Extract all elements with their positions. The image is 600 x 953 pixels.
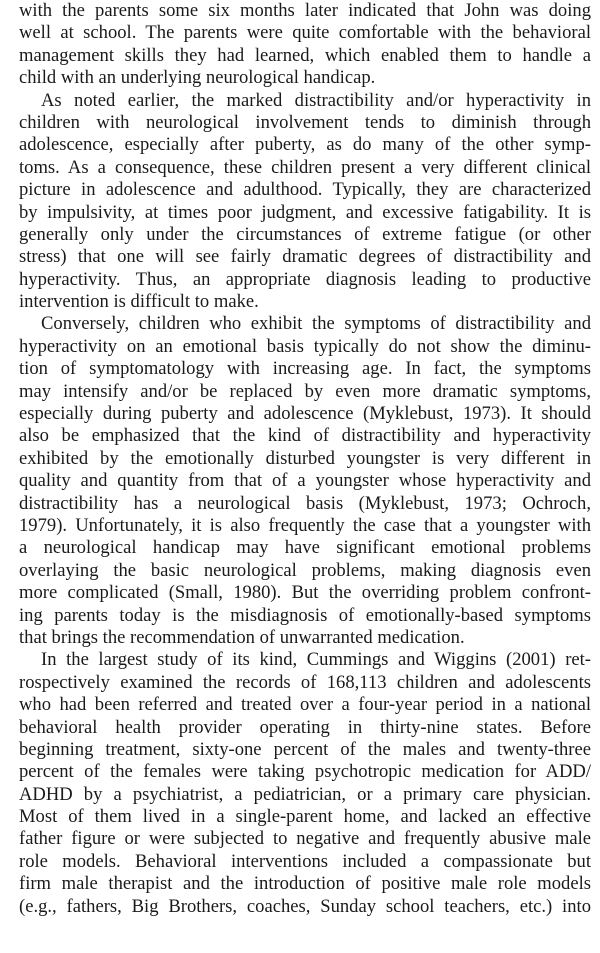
text-line: picture in adolescence and adulthood. Typically, they are characterized xyxy=(19,179,591,201)
text-line: Conversely, children who exhibit the symptoms of distractibility and xyxy=(41,313,591,335)
text-line: behavioral health provider operating in thirty-nine states. Before xyxy=(19,716,591,738)
text-line: distractibility has a neurological basis (Myklebust, 1973; Ochroch, xyxy=(19,492,591,514)
text-line: child with an underlying neurological handicap. xyxy=(19,67,376,89)
paragraph-4 xyxy=(19,649,591,918)
text-line: firm male therapist and the introduction of positive male role models xyxy=(19,873,591,895)
text-line: hyperactivity on an emotional basis typically do not show the diminu- xyxy=(19,335,591,357)
text-line: stress) that one will see fairly dramatic degrees of distractibility and xyxy=(19,246,591,268)
text-line: well at school. The parents were quite comfortable with the behavioral xyxy=(19,22,591,44)
text-line: (e.g., fathers, Big Brothers, coaches, Sunday school teachers, etc.) into xyxy=(19,895,591,917)
text-line: 1979). Unfortunately, it is also frequently the case that a youngster with xyxy=(19,514,591,536)
text-line: children with neurological involvement tends to diminish through xyxy=(19,111,591,133)
text-line: intervention is difficult to make. xyxy=(19,291,259,313)
text-line: father figure or were subjected to negative and frequently abusive male xyxy=(19,828,591,850)
text-line: also be emphasized that the kind of distractibility and hyperactivity xyxy=(19,425,591,447)
text-line: hyperactivity. Thus, an appropriate diagnosis leading to productive xyxy=(19,268,591,290)
text-line: rospectively examined the records of 168,113 children and adolescents xyxy=(19,671,591,693)
paragraph-3 xyxy=(19,313,591,649)
paragraph-1 xyxy=(19,0,591,90)
text-line: beginning treatment, sixty-one percent of the males and twenty-three xyxy=(19,738,591,760)
text-line: percent of the females were taking psychotropic medication for ADD/ xyxy=(19,761,591,783)
text-line: Most of them lived in a single-parent home, and lacked an effective xyxy=(19,806,591,828)
text-line: quality and quantity from that of a youngster whose hyperactivity and xyxy=(19,470,591,492)
text-line: may intensify and/or be replaced by even more dramatic symptoms, xyxy=(19,380,591,402)
text-line: ing parents today is the misdiagnosis of emotionally-based symptoms xyxy=(19,604,591,626)
text-line: role models. Behavioral interventions included a compassionate but xyxy=(19,850,591,872)
text-line: more complicated (Small, 1980). But the overriding problem confront- xyxy=(19,582,591,604)
text-line: a neurological handicap may have significant emotional problems xyxy=(19,537,591,559)
text-line: toms. As a consequence, these children present a very different clinical xyxy=(19,156,591,178)
text-line: overlaying the basic neurological problems, making diagnosis even xyxy=(19,559,591,581)
document-page xyxy=(19,0,591,918)
paragraph-2 xyxy=(19,90,591,314)
text-line: exhibited by the emotionally disturbed youngster is very different in xyxy=(19,447,591,469)
text-line: As noted earlier, the marked distractibility and/or hyperactivity in xyxy=(41,89,591,111)
text-line: with the parents some six months later indicated that John was doing xyxy=(19,0,591,21)
text-line: who had been referred and treated over a four-year period in a national xyxy=(19,694,591,716)
text-line: adolescence, especially after puberty, as do many of the other symp- xyxy=(19,134,591,156)
text-line: by impulsivity, at times poor judgment, and excessive fatigability. It is xyxy=(19,201,591,223)
text-line: ADHD by a psychiatrist, a pediatrician, or a primary care physician. xyxy=(19,783,591,805)
text-line: that brings the recommendation of unwarranted medication. xyxy=(19,626,465,648)
text-line: management skills they had learned, which enabled them to handle a xyxy=(19,44,591,66)
text-line: tion of symptomatology with increasing age. In fact, the symptoms xyxy=(19,358,591,380)
text-line: In the largest study of its kind, Cummings and Wiggins (2001) ret- xyxy=(41,649,591,671)
text-line: generally only under the circumstances of extreme fatigue (or other xyxy=(19,223,591,245)
text-line: especially during puberty and adolescence (Myklebust, 1973). It should xyxy=(19,403,591,425)
